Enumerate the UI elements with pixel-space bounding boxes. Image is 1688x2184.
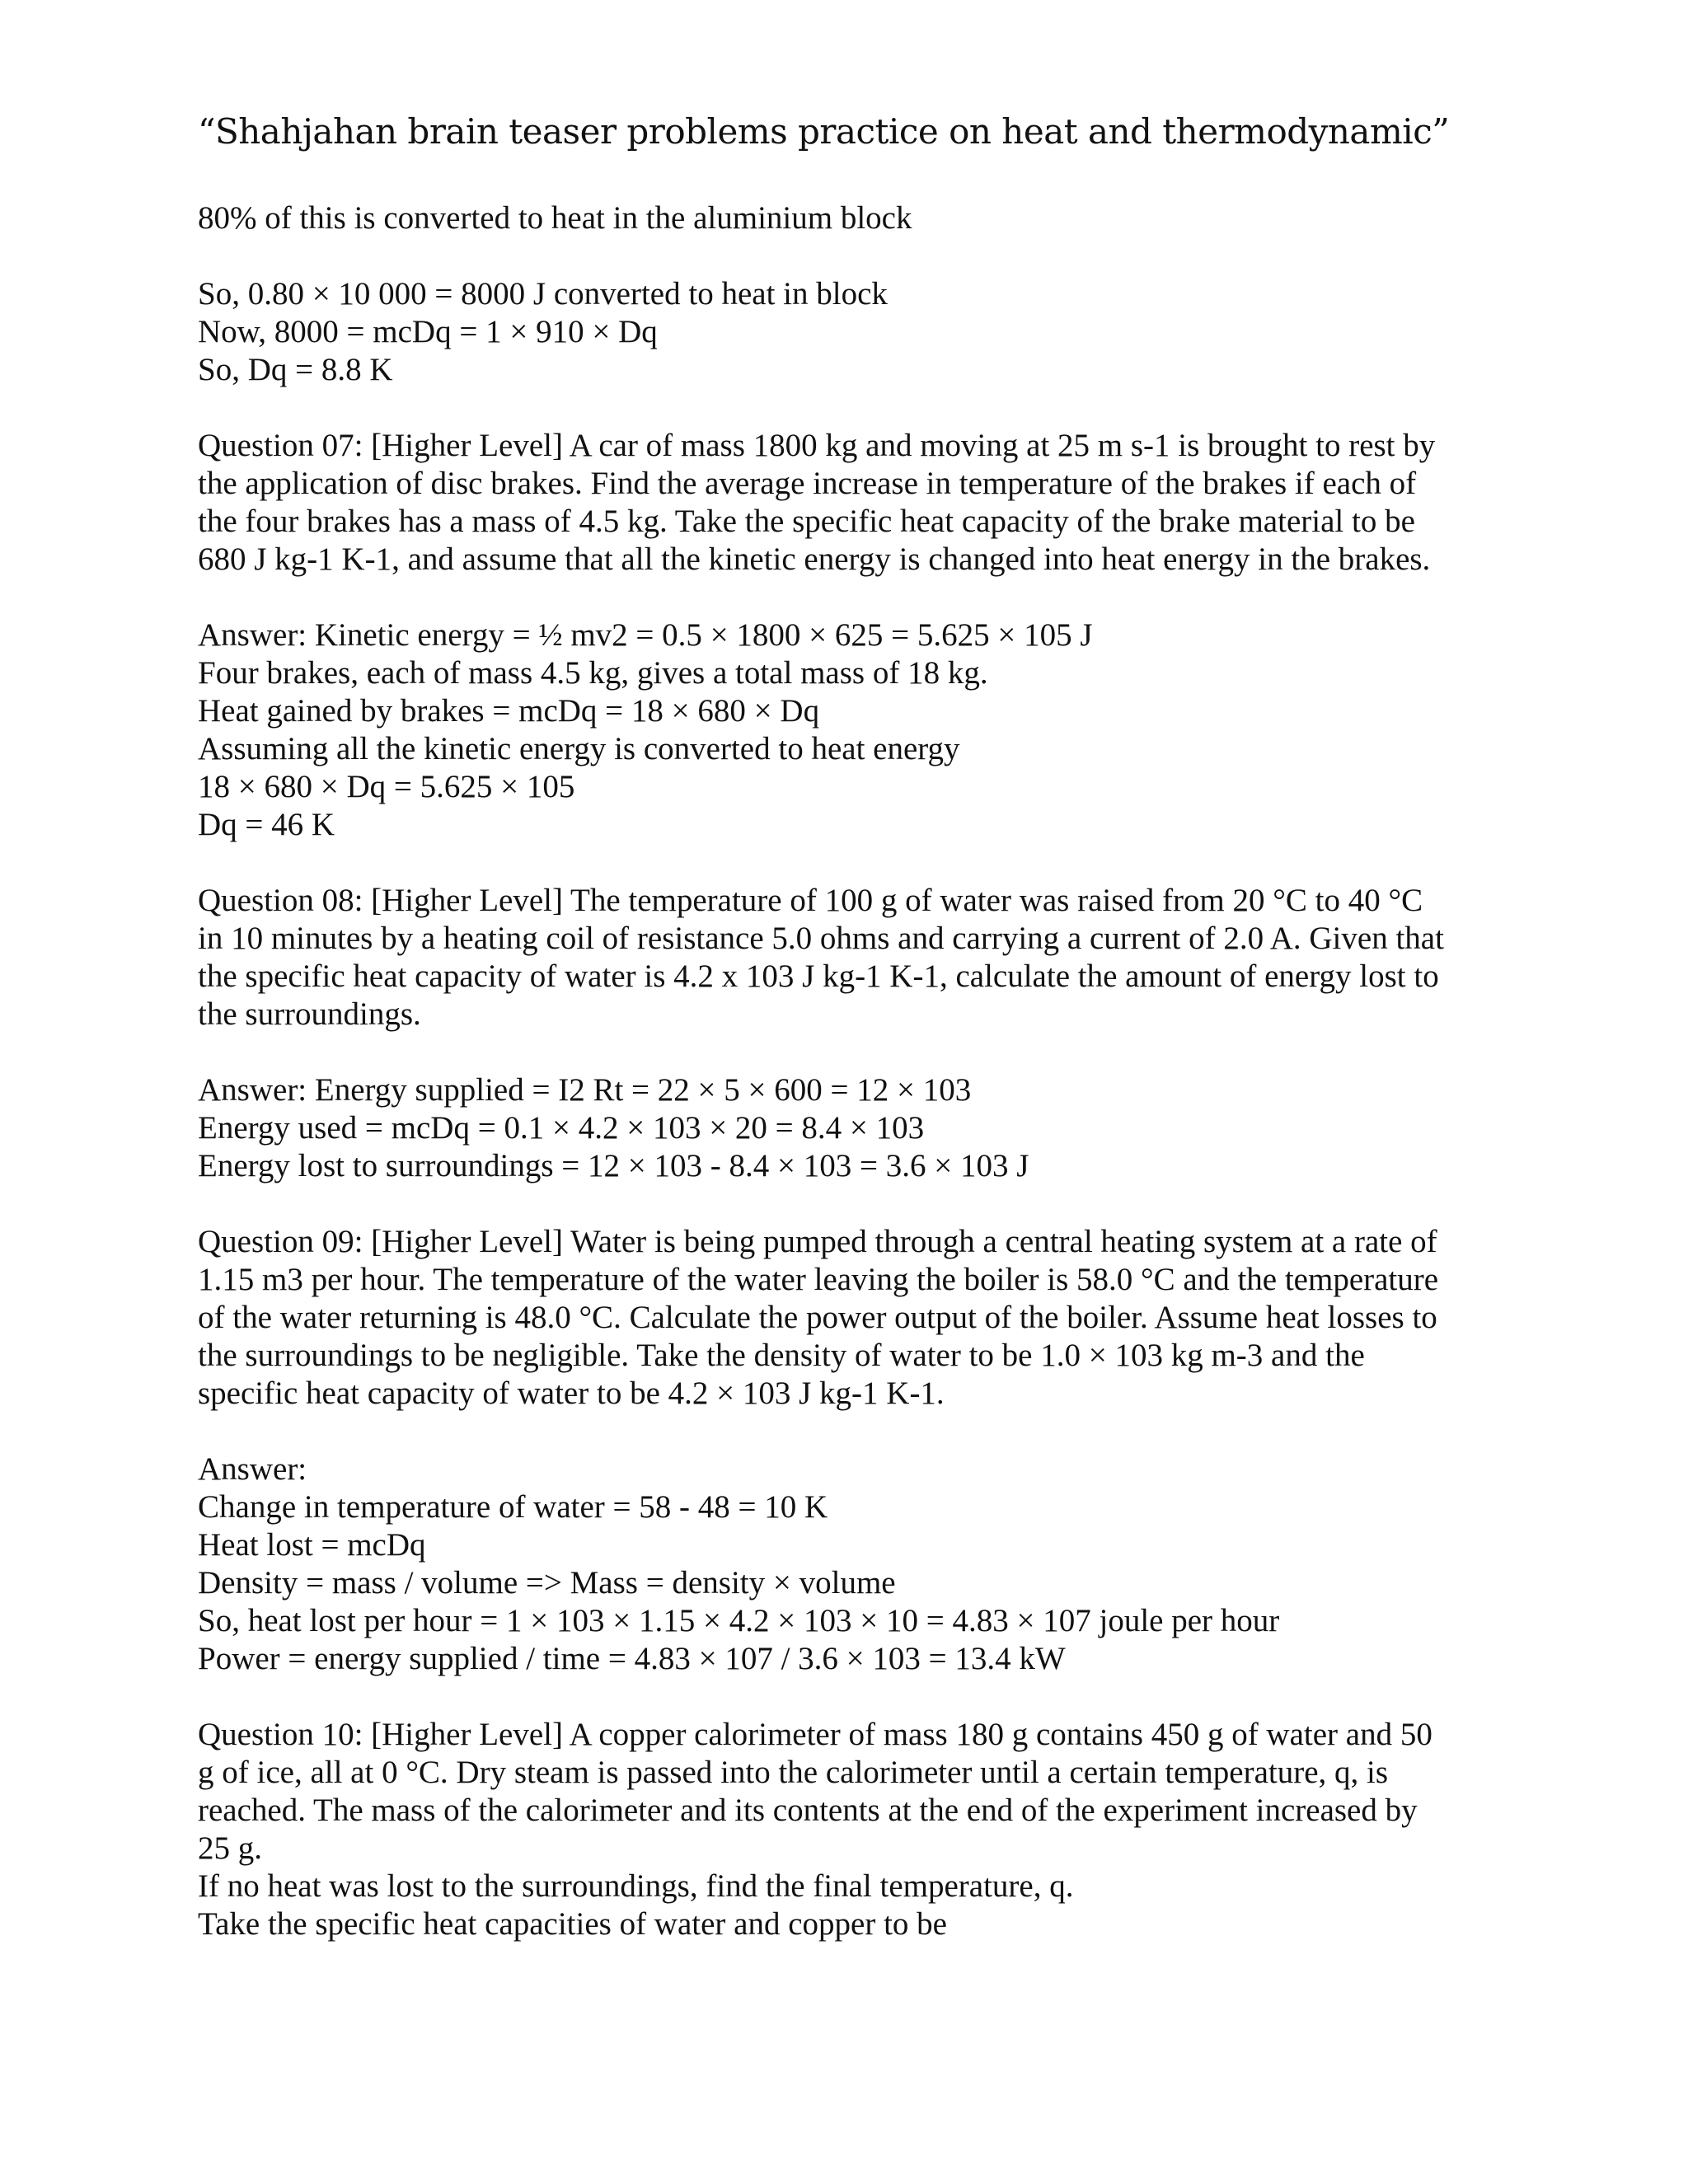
answer-07-line-1: Answer: Kinetic energy = ½ mv2 = 0.5 × 1800 × 625 = 5.625 × 105 J: [198, 617, 1093, 653]
intro-line: 80% of this is converted to heat in the aluminium block: [198, 200, 912, 236]
question-09-line-5: specific heat capacity of water to be 4.2 × 103 J kg-1 K-1.: [198, 1376, 945, 1411]
intro-calc-line-1: So, 0.80 × 10 000 = 8000 J converted to heat in block: [198, 276, 888, 312]
question-10-line-2: g of ice, all at 0 °C. Dry steam is passed into the calorimeter until a certain temperature, q, is: [198, 1755, 1389, 1790]
spacer: [198, 1413, 1484, 1451]
answer-07-line-2: Four brakes, each of mass 4.5 kg, gives a total mass of 18 kg.: [198, 655, 988, 691]
intro-calc-line-3: So, Dq = 8.8 K: [198, 352, 393, 387]
answer-09-line-1: Answer:: [198, 1451, 307, 1487]
document-body: [198, 199, 1484, 1943]
spacer: [198, 579, 1484, 616]
question-09-line-1: Question 09: [Higher Level] Water is being pumped through a central heating system at a rate of: [198, 1224, 1437, 1259]
question-10-line-4: 25 g.: [198, 1830, 262, 1866]
spacer: [198, 1185, 1484, 1223]
question-08-line-2: in 10 minutes by a heating coil of resistance 5.0 ohms and carrying a current of 2.0 A. Given that: [198, 921, 1444, 956]
spacer: [198, 844, 1484, 882]
answer-07-line-5: 18 × 680 × Dq = 5.625 × 105: [198, 769, 575, 804]
document-title: “Shahjahan brain teaser problems practice on heat and thermodynamic”: [198, 111, 1450, 152]
question-10-line-1: Question 10: [Higher Level] A copper calorimeter of mass 180 g contains 450 g of water and 50: [198, 1717, 1432, 1752]
answer-09-line-2: Change in temperature of water = 58 - 48 = 10 K: [198, 1489, 828, 1525]
question-07-line-2: the application of disc brakes. Find the average increase in temperature of the brakes if each of: [198, 466, 1417, 501]
question-08-line-3: the specific heat capacity of water is 4.2 x 103 J kg-1 K-1, calculate the amount of energy lost to: [198, 958, 1439, 994]
spacer: [198, 237, 1484, 275]
question-10-line-5: If no heat was lost to the surroundings, find the final temperature, q.: [198, 1868, 1074, 1904]
question-10-line-3: reached. The mass of the calorimeter and its contents at the end of the experiment increased by: [198, 1793, 1418, 1828]
answer-09-line-3: Heat lost = mcDq: [198, 1527, 426, 1563]
answer-07-line-3: Heat gained by brakes = mcDq = 18 × 680 × Dq: [198, 693, 820, 729]
answer-08-line-1: Answer: Energy supplied = I2 Rt = 22 × 5 × 600 = 12 × 103: [198, 1072, 972, 1108]
question-09-line-3: of the water returning is 48.0 °C. Calculate the power output of the boiler. Assume heat losses to: [198, 1300, 1437, 1335]
spacer: [198, 1033, 1484, 1071]
question-10-line-6: Take the specific heat capacities of water and copper to be: [198, 1906, 947, 1942]
answer-08-line-3: Energy lost to surroundings = 12 × 103 - 8.4 × 103 = 3.6 × 103 J: [198, 1148, 1029, 1183]
question-09-line-4: the surroundings to be negligible. Take the density of water to be 1.0 × 103 kg m-3 and the: [198, 1338, 1365, 1373]
spacer: [198, 1678, 1484, 1716]
question-07-line-1: Question 07: [Higher Level] A car of mass 1800 kg and moving at 25 m s-1 is brought to rest by: [198, 428, 1436, 463]
question-08-line-4: the surroundings.: [198, 996, 421, 1032]
question-07-line-4: 680 J kg-1 K-1, and assume that all the kinetic energy is changed into heat energy in the brakes.: [198, 541, 1431, 577]
answer-09-line-4: Density = mass / volume => Mass = density × volume: [198, 1565, 896, 1601]
answer-09-line-5: So, heat lost per hour = 1 × 103 × 1.15 × 4.2 × 103 × 10 = 4.83 × 107 joule per hour: [198, 1603, 1280, 1638]
question-07-line-3: the four brakes has a mass of 4.5 kg. Take the specific heat capacity of the brake material to be: [198, 504, 1415, 539]
intro-calc-line-2: Now, 8000 = mcDq = 1 × 910 × Dq: [198, 314, 658, 349]
answer-07-line-6: Dq = 46 K: [198, 807, 335, 842]
question-08-line-1: Question 08: [Higher Level] The temperature of 100 g of water was raised from 20 °C to 40 °C: [198, 883, 1423, 918]
spacer: [198, 389, 1484, 427]
answer-07-line-4: Assuming all the kinetic energy is converted to heat energy: [198, 731, 960, 766]
answer-09-line-6: Power = energy supplied / time = 4.83 × 107 / 3.6 × 103 = 13.4 kW: [198, 1641, 1066, 1676]
answer-08-line-2: Energy used = mcDq = 0.1 × 4.2 × 103 × 20 = 8.4 × 103: [198, 1110, 925, 1146]
question-09-line-2: 1.15 m3 per hour. The temperature of the water leaving the boiler is 58.0 °C and the temperature: [198, 1262, 1439, 1297]
